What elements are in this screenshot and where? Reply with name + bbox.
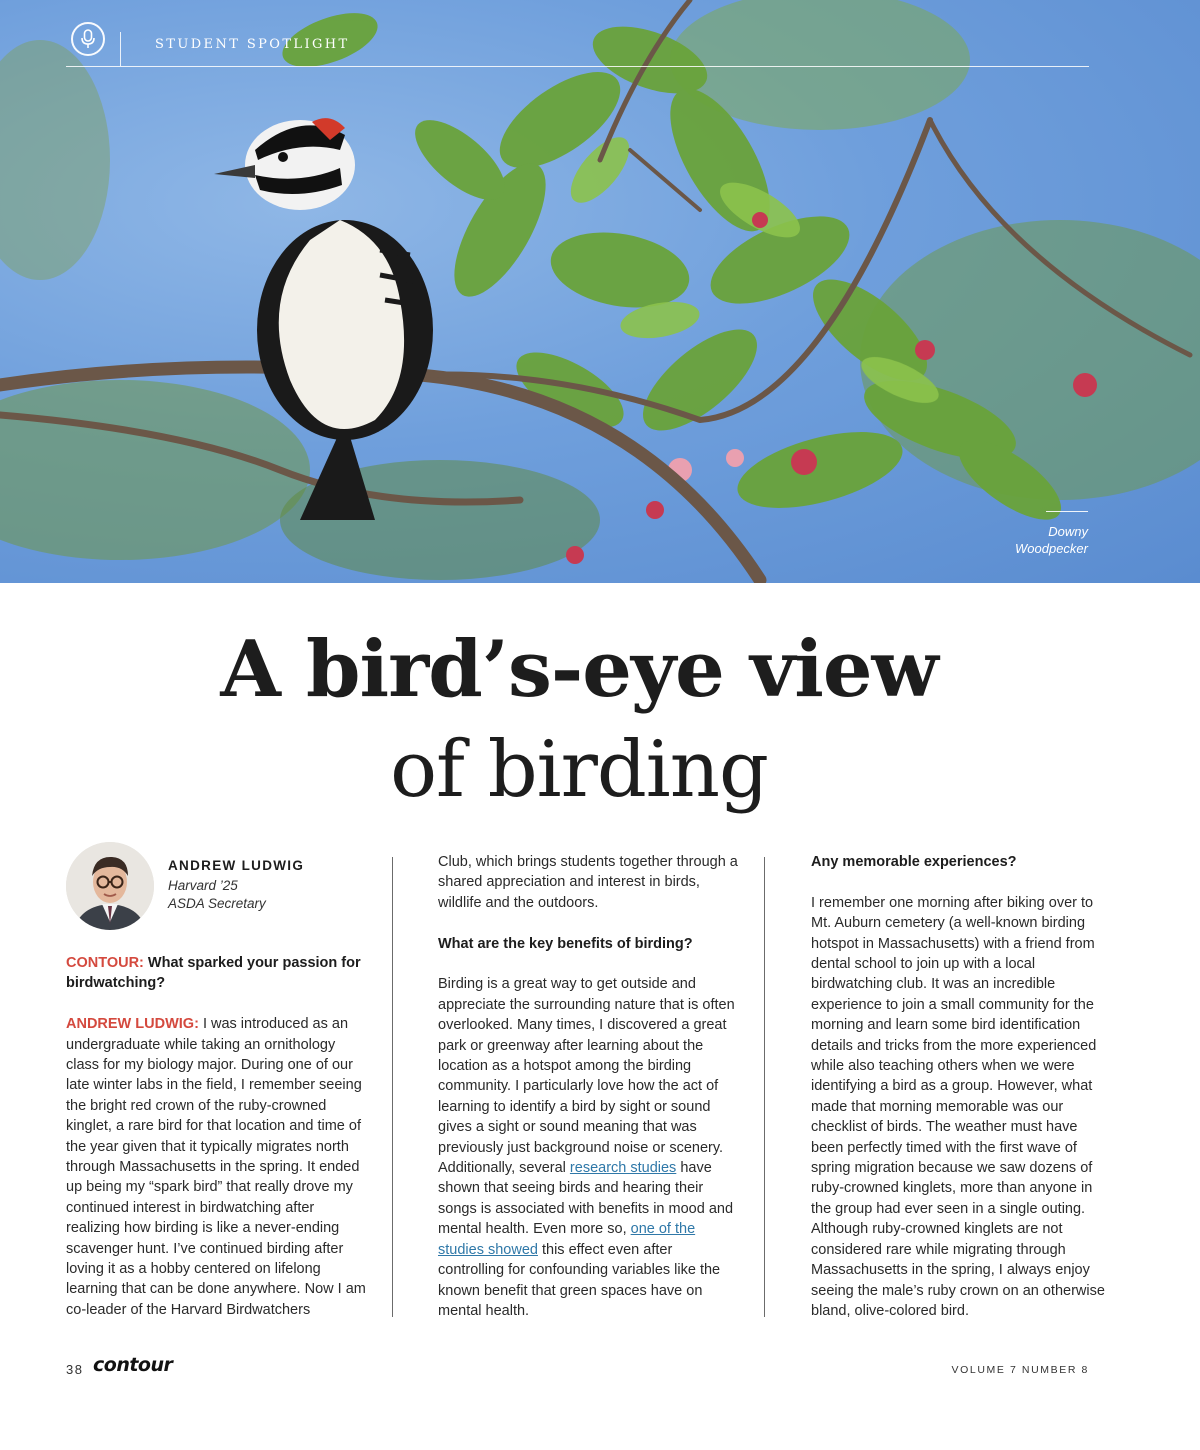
article-column-2	[438, 852, 738, 1321]
header-rule	[66, 66, 1089, 67]
caption-line: Downy	[1048, 524, 1088, 539]
photo-caption	[968, 523, 1088, 557]
author-name: ANDREW LUDWIG	[168, 858, 305, 873]
magazine-logo: contour	[93, 1354, 173, 1376]
study-link[interactable]: one of the studies showed	[438, 1221, 696, 1258]
author-school: Harvard ’25	[168, 878, 238, 893]
question-1	[66, 953, 366, 994]
caption-rule	[1046, 511, 1088, 512]
answer-2-text: have shown that seeing birds and hearing their songs is associated with benefits in mood and mental health. Even more so,	[438, 1160, 734, 1238]
answer-1	[66, 1014, 366, 1320]
question-2: What are the key benefits of birding?	[438, 935, 693, 952]
answer-1-text: I was introduced as an undergraduate while taking an ornithology class for my biology major. During one of our late winter labs in the field, I remember seeing the bright red crown of the ruby-crowned kinglet, a rare bird for that location and time of the year given that it typically migrates north through Massachusetts in the spring. It ended up being my “spark bird” that really drove my continued interest in birdwatching after realizing how birding is like a never-ending scavenger hunt. I’ve continued birding after loving it as a hobby centered on lifelong learning that can be done anywhere. Now I am co-leader of the Harvard Birdwatchers	[66, 1016, 366, 1318]
answer-2-text: Birding is a great way to get outside and appreciate the surrounding nature that is often overlooked. Many times, I discovered a great park or greenway after learning about the location as a hotspot among the birding community. I particularly love how the act of learning to identify a bird by sight or sound gives a sight or sound meaning that was previously just background noise or scenery. Additionally, several	[438, 976, 735, 1177]
answer-2-text: this effect even after controlling for confounding variables like the known benefit that green spaces have on mental health.	[438, 1241, 721, 1319]
interviewer-label: CONTOUR:	[66, 955, 144, 971]
hero-photo	[0, 0, 1200, 583]
column-divider	[392, 857, 393, 1317]
caption-line: Woodpecker	[1015, 541, 1088, 556]
answer-2	[438, 974, 738, 1321]
article-subtitle: of birding	[390, 725, 768, 815]
article-title: A bird’s-eye view	[220, 624, 938, 715]
interviewee-label: ANDREW LUDWIG:	[66, 1016, 199, 1033]
article-column-1	[66, 953, 366, 1320]
avatar	[66, 842, 154, 930]
answer-1-continued: Club, which brings students together through a shared appreciation and interest in birds, wildlife and the outdoors.	[438, 854, 738, 911]
author-role: ASDA Secretary	[168, 896, 266, 911]
woodpecker-illustration	[0, 0, 1200, 583]
question-1-text: What sparked your passion for birdwatching?	[66, 955, 361, 992]
column-divider	[764, 857, 765, 1317]
section-label: STUDENT SPOTLIGHT	[155, 37, 350, 52]
page-number: 38	[66, 1362, 84, 1377]
answer-3: I remember one morning after biking over to Mt. Auburn cemetery (a well-known birding hotspot in Massachusetts) with a friend from dental school to join up with a local birdwatching club. It was an incredible experience to join a small community for the morning and learn some bird identification details and tricks from the more experienced while also teaching others when we were identifying a bird as a group. However, what made that morning memorable was our checklist of birds. The weather must have been perfectly timed with the first wave of spring migration because we saw dozens of ruby-crowned kinglets, more than anyone in the group had ever seen in a single outing. Although ruby-crowned kinglets are not considered rare while migrating through Massachusetts in the spring, I always enjoy seeing the male’s ruby crown on an otherwise bland, olive-colored bird.	[811, 894, 1105, 1319]
article-column-3	[811, 852, 1111, 1321]
question-3: Any memorable experiences?	[811, 854, 1017, 870]
microphone-icon	[71, 22, 105, 56]
volume-label: VOLUME 7 NUMBER 8	[951, 1364, 1089, 1376]
research-studies-link[interactable]: research studies	[569, 1160, 677, 1177]
header-divider	[120, 32, 121, 66]
